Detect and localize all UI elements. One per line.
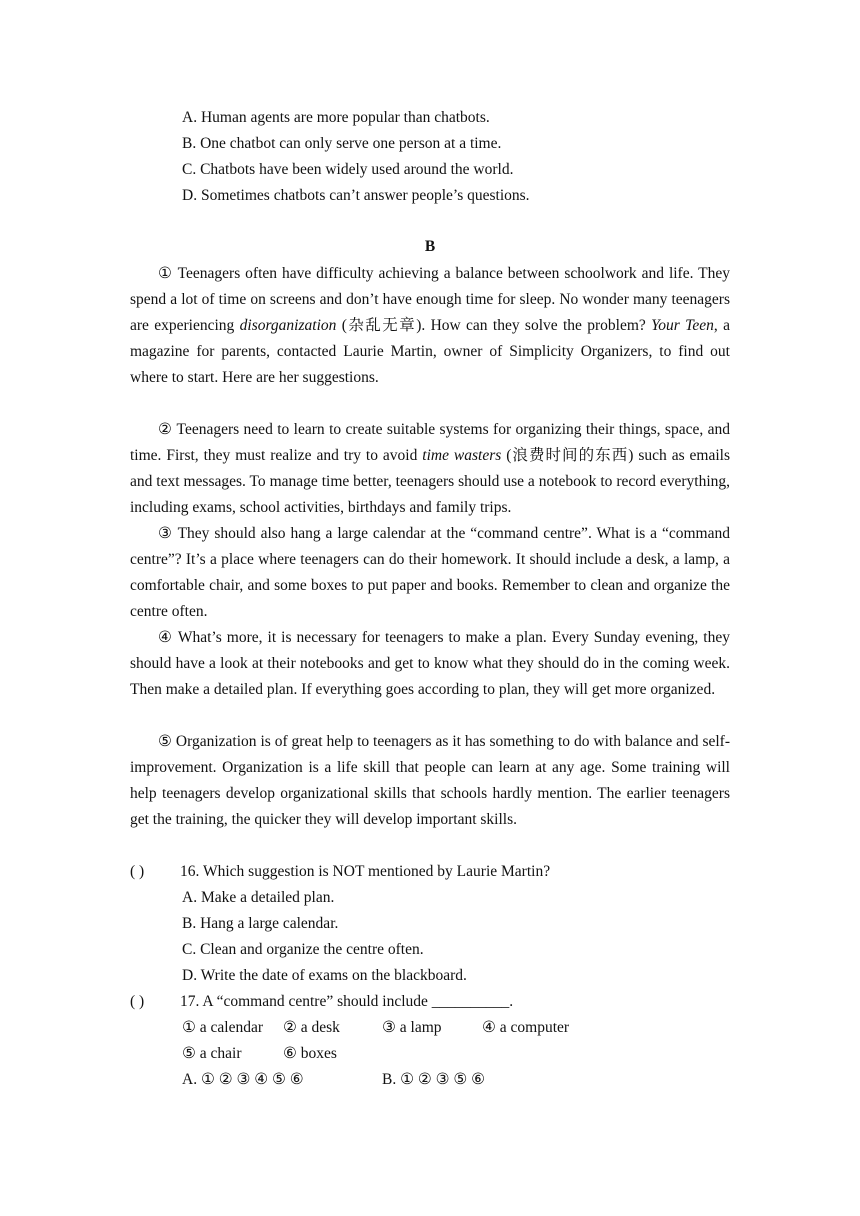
p2-term-time-wasters: time wasters bbox=[422, 447, 502, 464]
p2-text-a: ② Teenagers need to learn to create suitable systems for organizing their things, space, and time. First, they must realize and try to avoid bbox=[130, 421, 730, 464]
question-17-stem: 17. A “command centre” should include __________. bbox=[180, 993, 514, 1010]
q17-item-2: ② a desk bbox=[283, 1019, 340, 1036]
p1-term-disorganization: disorganization bbox=[239, 317, 337, 334]
answer-blank-17[interactable]: ( ) bbox=[130, 993, 145, 1010]
q17-item-4: ④ a computer bbox=[482, 1019, 570, 1036]
p1-text-a: ① Teenagers often have difficulty achieving a balance between schoolwork and life. They spend a lot of time on screens and don’t have enough time for sleep. No wonder many teenagers are experiencing bbox=[130, 265, 730, 334]
q17-item-3: ③ a lamp bbox=[382, 1019, 442, 1036]
passage-paragraph-2 bbox=[130, 417, 730, 521]
q16-option-c: C. Clean and organize the centre often. bbox=[182, 941, 424, 958]
answer-blank-16[interactable]: ( ) bbox=[130, 863, 145, 880]
q17-item-6: ⑥ boxes bbox=[283, 1045, 337, 1062]
prev-option-b: B. One chatbot can only serve one person at a time. bbox=[182, 135, 502, 152]
q17-option-a: A. ① ② ③ ④ ⑤ ⑥ bbox=[182, 1071, 304, 1088]
q17-option-b: B. ① ② ③ ⑤ ⑥ bbox=[382, 1071, 486, 1088]
q16-option-a: A. Make a detailed plan. bbox=[182, 889, 335, 906]
prev-option-a: A. Human agents are more popular than chatbots. bbox=[182, 109, 490, 126]
p1-magazine-name: Your Teen bbox=[651, 317, 714, 334]
q17-item-5: ⑤ a chair bbox=[182, 1045, 242, 1062]
question-16-stem: 16. Which suggestion is NOT mentioned by Laurie Martin? bbox=[180, 863, 551, 880]
q17-items-row-2 bbox=[182, 1041, 337, 1067]
q17-items-row-1 bbox=[182, 1015, 569, 1041]
p1-text-c: (杂乱无章). How can they solve the problem? bbox=[336, 317, 652, 334]
question-17 bbox=[130, 989, 730, 1015]
q16-option-d: D. Write the date of exams on the blackboard. bbox=[182, 967, 467, 984]
passage-paragraph-1 bbox=[130, 261, 730, 391]
p2-text-c: (浪费时间的东西) such as emails and text messages. To manage time better, teenagers should use a notebook to record everything, including exams, school activities, birthdays and family trips. bbox=[130, 447, 730, 516]
prev-option-c: C. Chatbots have been widely used around the world. bbox=[182, 161, 514, 178]
p1-text-e: , a magazine for parents, contacted Laurie Martin, owner of Simplicity Organizers, to find out where to start. Here are her suggestions. bbox=[130, 317, 730, 386]
passage-paragraph-4: ④ What’s more, it is necessary for teenagers to make a plan. Every Sunday evening, they should have a look at their notebooks and get to know what they should do in the coming week. Then make a detailed plan. If everything goes according to plan, they will get more organized. bbox=[130, 629, 730, 698]
question-16 bbox=[130, 859, 730, 885]
section-title: B bbox=[424, 238, 436, 255]
passage-paragraph-3: ③ They should also hang a large calendar at the “command centre”. What is a “command centre”? It’s a place where teenagers can do their homework. It should include a desk, a lamp, a comfortable chair, and some boxes to put paper and books. Remember to clean and organize the centre often. bbox=[130, 525, 730, 620]
prev-option-d: D. Sometimes chatbots can’t answer people’s questions. bbox=[182, 187, 530, 204]
passage-paragraph-5: ⑤ Organization is of great help to teenagers as it has something to do with balance and self-improvement. Organization is a life skill that people can learn at any age. Some training will help teenagers develop organizational skills that schools hardly mention. The earlier teenagers get the training, the quicker they will develop important skills. bbox=[130, 733, 730, 828]
q16-option-b: B. Hang a large calendar. bbox=[182, 915, 339, 932]
q17-options-row bbox=[182, 1067, 485, 1093]
q17-item-1: ① a calendar bbox=[182, 1019, 264, 1036]
